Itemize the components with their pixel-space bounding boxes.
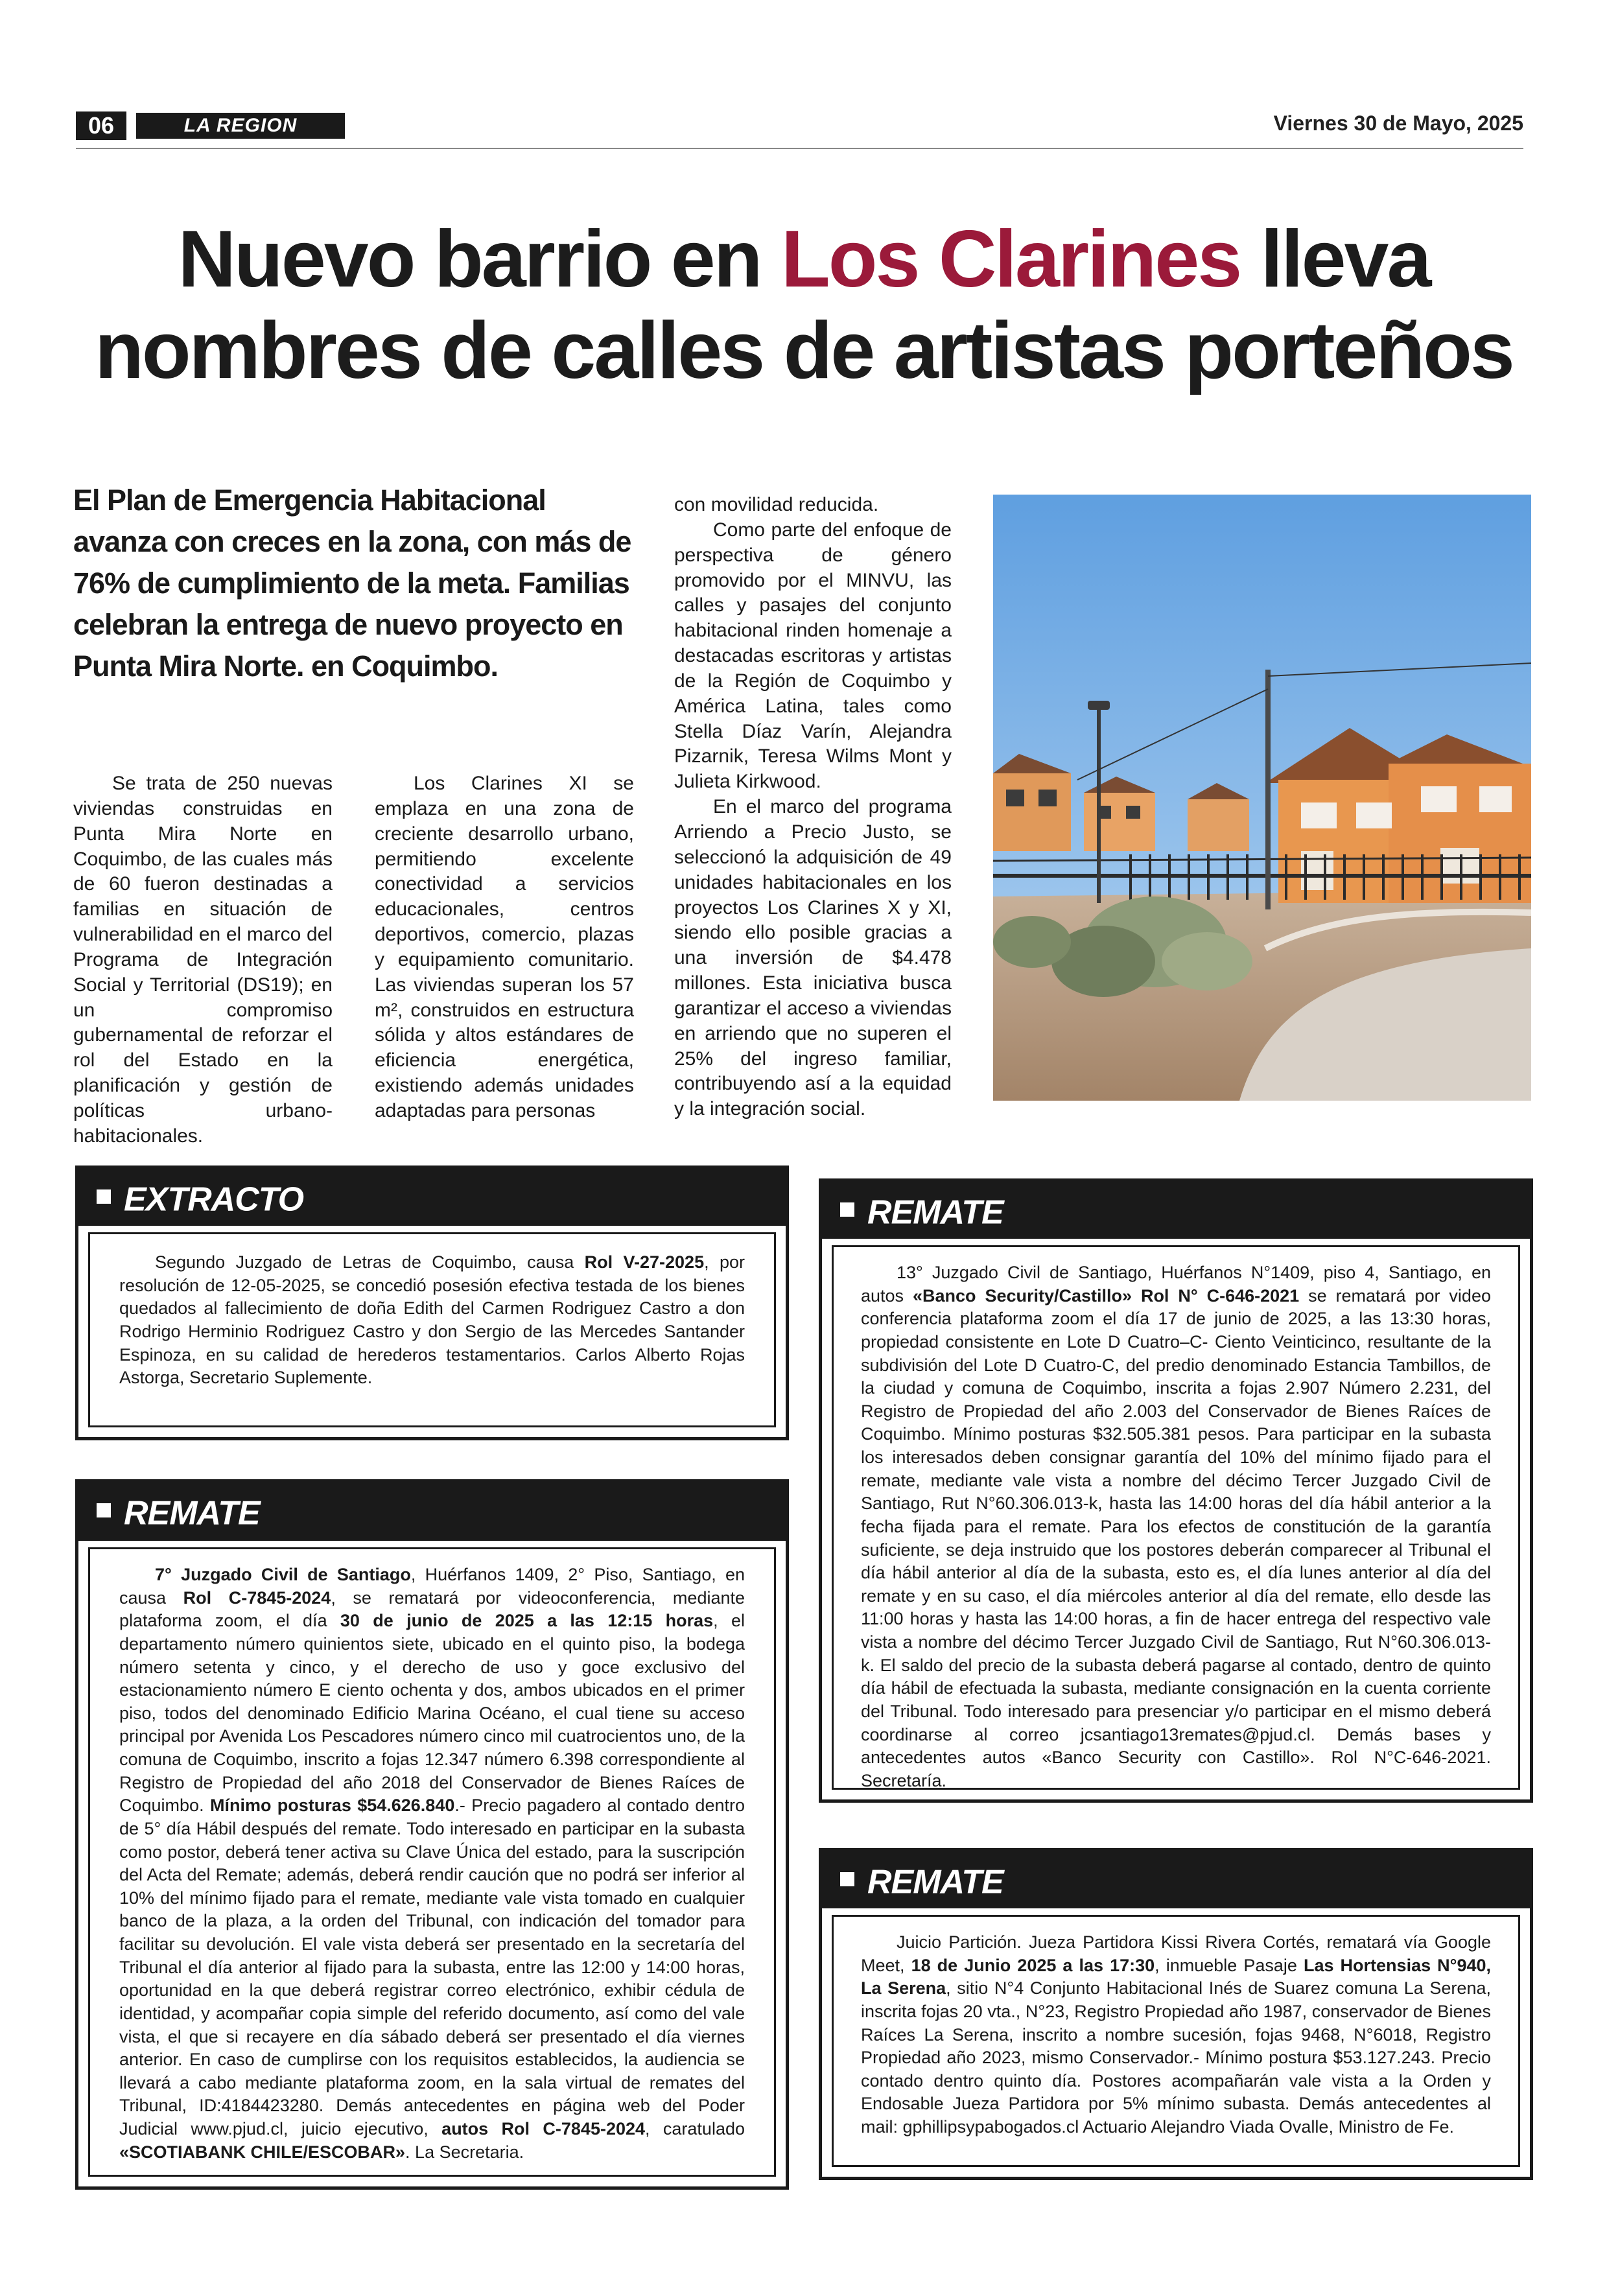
paragraph: En el marco del programa Arriendo a Precio Justo, se seleccionó la adquisición de 49 unidades habitacionales en los proyectos Los Clarines X y XI, siendo ello posible gracias a una inversión de $4.478 millones. Esta iniciativa busca garantizar el acceso a viviendas en arriendo que no superen el 25% del ingreso familiar, contribuyendo así a la equidad y la integración social. bbox=[674, 796, 952, 1120]
headline-part2: lleva nombres de calles de artistas porteños bbox=[95, 215, 1513, 396]
square-bullet-icon bbox=[97, 1503, 111, 1517]
headline-part1: Nuevo barrio en bbox=[178, 215, 781, 304]
notice-title: REMATE bbox=[867, 1193, 1003, 1232]
header-divider bbox=[76, 148, 1523, 149]
notice-body bbox=[832, 1915, 1520, 2167]
notice-body bbox=[88, 1232, 776, 1427]
article-headline bbox=[65, 214, 1543, 397]
notice-remate-1 bbox=[75, 1479, 789, 2190]
headline-accent: Los Clarines bbox=[780, 215, 1241, 304]
article-column-2 bbox=[375, 771, 634, 1124]
notice-text: 13° Juzgado Civil de Santiago, Huérfanos N°1409, piso 4, Santiago, en autos «Banco Security/Castillo» Rol N° C-646-2021 se rematará por video conferencia plataforma zoom el día 17 de junio de 2025, a las 13:30 horas, propiedad consistente en Lote D Cuatro–C- Ciento Veinticinco, resultante de la subdivisión del Lote D Cuatro-C, del predio denominado Estancia Tambillos, de la ciudad y comuna de Coquimbo, inscrita a fojas 2.907 Número 2.231, del Registro de Propiedad del año 2.003 del Conservador de Bienes Raíces de Coquimbo. Mínimo posturas $32.505.381 pesos. Para participar en la subasta los interesados deben consignar garantía del 10% del mínimo fijado para el remate, mediante vale vista a nombre del décimo Tercer Juzgado Civil de Santiago, Rut N°60.306.013-k, hasta las 14:00 horas del día hábil anterior a la fecha fijada para el remate. Para los efectos de constitución de la garantía suficiente, se deja instruido que los postores deberán comparecer al Tribunal el día hábil anterior al día de la subasta, esto es, el día lunes anterior al día del remate y en su caso, el día miércoles anterior al día del remate, ello desde las 11:00 horas y hasta las 14:00 horas, a fin de hacer entrega del respectivo vale vista a nombre del décimo Tercer Juzgado Civil de Santiago, Rut N°60.306.013-k. El saldo del precio de la subasta deberá pagarse al contado, dentro de quinto día hábil de efectuada la subasta, mediante consignación en la cuenta corriente del Tribunal. Todo interesado para presenciar y/o participar en el mismo deberá coordinarse al correo jcsantiago13remates@pjud.cl. Demás bases y antecedentes autos «Banco Security con Castillo». Rol N°C-646-2021. Secretaría. bbox=[861, 1263, 1491, 1790]
article-lead: El Plan de Emergencia Habitacional avanza con creces en la zona, con más de 76% de cumplimiento de la meta. Familias celebran la entrega de nuevo proyecto en Punta Mira Norte. en Coquimbo. bbox=[73, 484, 631, 683]
paragraph: Como parte del enfoque de perspectiva de género promovido por el MINVU, las calles y pasajes del conjunto habitacional rinden homenaje a destacadas escritoras y artistas de la Región de Coquimbo y América Latina, tales como Stella Díaz Varín, Alejandra Pizarnik, Teresa Wilms Mont y Julieta Kirkwood. bbox=[674, 519, 952, 793]
notice-text: 7° Juzgado Civil de Santiago, Huérfanos 1409, 2° Piso, Santiago, en causa Rol C-7845-2024, se rematará por videoconferencia, mediante plataforma zoom, el día 30 de junio de 2025 a las 12:15 horas, el departamento número quinientos siete, ubicado en el quinto piso, la bodega número setenta y cinco, y el derecho de uso y goce exclusivo del estacionamiento número E ciento ochenta y dos, ambos ubicados en el primer piso, todos del denominado Edificio Marina Océano, el cual tiene su acceso principal por Avenida Los Pescadores número cinco mil cuatrocientos uno, de la comuna de Coquimbo, inscrito a fojas 12.347 número 6.398 correspondiente al Registro de Propiedad del año 2018 del Conservador de Bienes Raíces de Coquimbo. Mínimo posturas $54.626.840.- Precio pagadero al contado dentro de 5° día Hábil después del remate. Todo interesado en participar en la subasta como postor, deberá tener activa su Clave Única del estado, para la suscripción del Acta del Remate; además, deberá rendir caución que no podrá ser inferior al 10% del mínimo fijado para el remate, mediante vale vista tomado en cualquier banco de la plaza, a la orden del Tribunal, con indicación del tomador para facilitar su devolución. El vale vista deberá ser presentado en la secretaría del Tribunal el día anterior al fijado para la subasta, entre las 12:00 y 14:00 horas, oportunidad en la que deberá registrar correo electrónico, exhibir cédula de identidad, y acompañar copia simple del referido documento, así como del vale vista, el que si recayere en día sábado deberá ser presentado el día viernes anterior. En caso de cumplirse con los requisitos establecidos, la audiencia se llevará a cabo mediante plataforma zoom, en la sala virtual de remates del Tribunal, ID:4184423280. Demás antecedentes en página web del Poder Judicial www.pjud.cl, juicio ejecutivo, autos Rol C-7845-2024, caratulado «SCOTIABANK CHILE/ESCOBAR». La Secretaria. bbox=[119, 1565, 745, 2162]
notice-title: EXTRACTO bbox=[124, 1180, 304, 1219]
notice-remate-2 bbox=[819, 1178, 1533, 1803]
notice-title-bar bbox=[822, 1182, 1530, 1239]
article-photo bbox=[993, 495, 1531, 1101]
notice-remate-3 bbox=[819, 1848, 1533, 2180]
notice-title: REMATE bbox=[124, 1494, 260, 1532]
notice-title: REMATE bbox=[867, 1863, 1003, 1901]
page-number: 06 bbox=[76, 111, 126, 140]
notice-body bbox=[832, 1245, 1520, 1790]
notice-body bbox=[88, 1547, 776, 2177]
square-bullet-icon bbox=[840, 1202, 854, 1217]
notice-text: Juicio Partición. Jueza Partidora Kissi Rivera Cortés, rematará vía Google Meet, 18 de Junio 2025 a las 17:30, inmueble Pasaje Las Hortensias N°940, La Serena, sitio N°4 Conjunto Habitacional Inés de Suarez comuna La Serena, inscrita fojas 20 vta., N°23, Registro Propiedad año 1987, conservador de Bienes Raíces La Serena, inscrito a nombre sucesión, fojas 9468, N°6018, Registro Propiedad año 2023, mismo Conservador.- Mínimo postura $53.127.243. Precio contado dentro quinto día. Postores acompañarán vale vista a la Orden y Endosable Jueza Partidora por 5% mínimo subasta. Demás antecedentes al mail: gphillipsypabogados.cl Actuario Alejandro Viada Ovalle, Ministro de Fe. bbox=[861, 1932, 1492, 2137]
paragraph: con movilidad reducida. bbox=[674, 494, 879, 515]
paragraph: Los Clarines XI se emplaza en una zona de creciente desarrollo urbano, permitiendo excelente conectividad a servicios educacionales, centros deportivos, comercio, plazas y equipamiento comunitario. Las viviendas superan los 57 m², construidos en estructura sólida y altos estándares de eficiencia energética, existiendo además unidades adaptadas para personas bbox=[375, 773, 634, 1121]
masthead-logo: LA REGION bbox=[136, 113, 345, 139]
notice-title-bar bbox=[822, 1851, 1530, 1908]
article-column-3 bbox=[674, 493, 952, 1122]
square-bullet-icon bbox=[840, 1872, 854, 1886]
article-column-1 bbox=[73, 771, 333, 1149]
notice-text: Segundo Juzgado de Letras de Coquimbo, causa Rol V-27-2025, por resolución de 12-05-2025, se concedió posesión efectiva testada de los bienes quedados al fallecimiento de doña Edith del Carmen Rodriguez Castro a don Rodrigo Herminio Rodriguez Castro y don Sergio de las Mercedes Santander Espinoza, en su calidad de herederos testamentarios. Carlos Alberto Rojas Astorga, Secretario Suplemente. bbox=[119, 1252, 745, 1388]
issue-date: Viernes 30 de Mayo, 2025 bbox=[1273, 111, 1523, 135]
paragraph: Se trata de 250 nuevas viviendas construidas en Punta Mira Norte en Coquimbo, de las cuales más de 60 fueron destinadas a familias en situación de vulnerabilidad en el marco del Programa de Integración Social y Territorial (DS19); en un compromiso gubernamental de reforzar el rol del Estado en la planificación y gestión de políticas urbano-habitacionales. bbox=[73, 773, 333, 1147]
notice-title-bar bbox=[78, 1169, 786, 1226]
notice-title-bar bbox=[78, 1482, 786, 1541]
page-header bbox=[76, 109, 1523, 148]
square-bullet-icon bbox=[97, 1189, 111, 1204]
notice-extracto bbox=[75, 1166, 789, 1440]
